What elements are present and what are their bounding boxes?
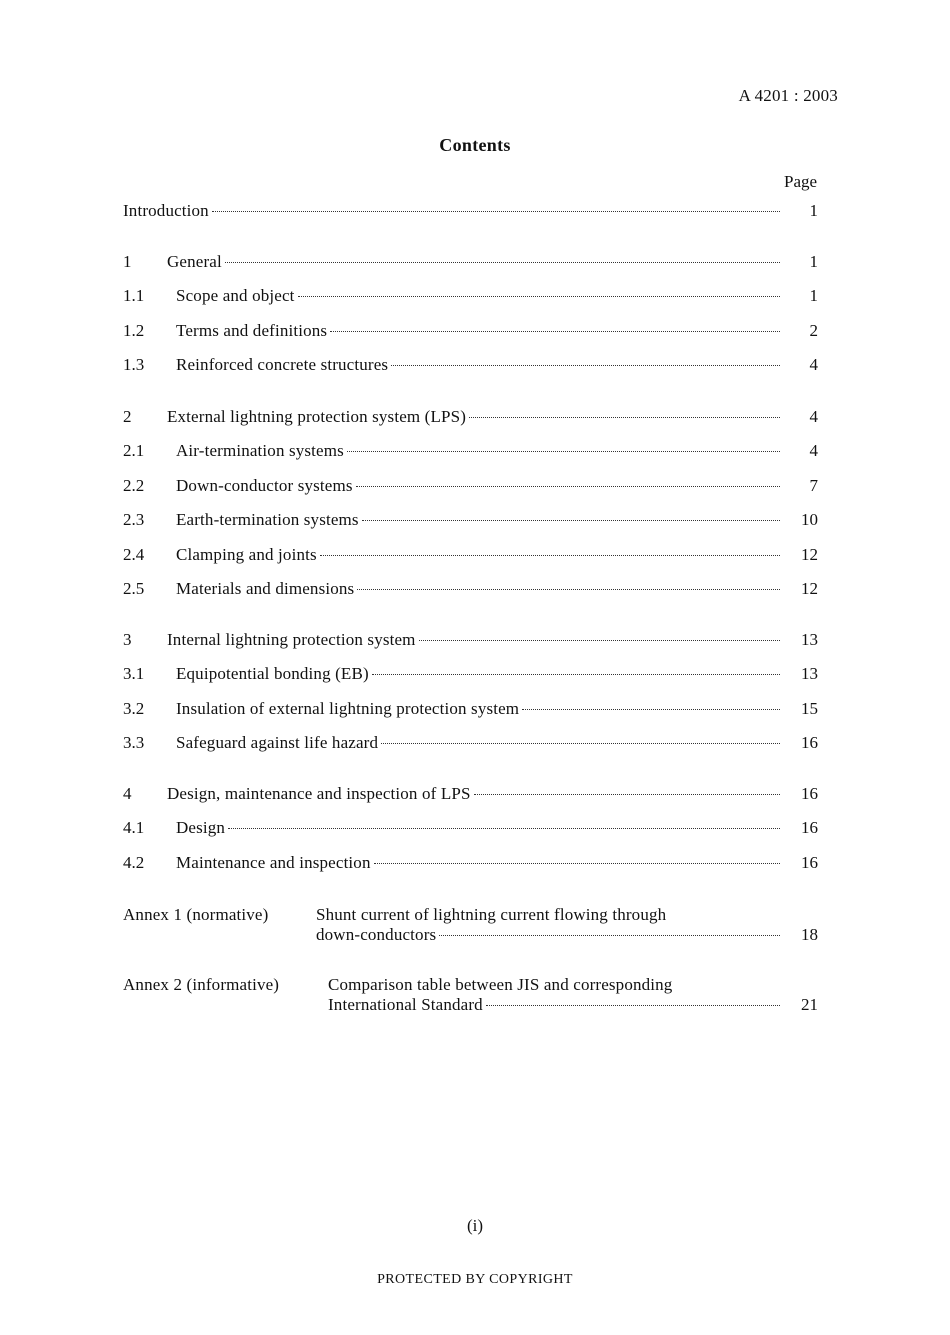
toc-entry-annex-2[interactable] bbox=[123, 975, 825, 1017]
page-column-header: Page bbox=[784, 172, 818, 191]
toc-entry-title: Earth-termination systems bbox=[176, 510, 359, 529]
toc-entry-introduction[interactable] bbox=[123, 200, 825, 222]
toc-entry-title: Reinforced concrete structures bbox=[176, 355, 389, 374]
dot-leader bbox=[522, 709, 780, 710]
toc-entry-1[interactable] bbox=[123, 251, 825, 273]
annex-title-line2: down-conductors bbox=[316, 925, 437, 944]
toc-entry-number: 4.1 bbox=[123, 818, 145, 837]
dot-leader bbox=[212, 211, 780, 212]
footer-page-number: (i) bbox=[466, 1216, 484, 1235]
annex-title-line1: Shunt current of lightning current flowing through bbox=[316, 905, 667, 924]
toc-entry-title: General bbox=[167, 252, 222, 271]
toc-entry-page: 7 bbox=[809, 476, 818, 495]
toc-entry-number: 3.3 bbox=[123, 733, 145, 752]
dot-leader bbox=[372, 674, 780, 675]
toc-entry-annex-1[interactable] bbox=[123, 905, 825, 947]
toc-entry-page: 1 bbox=[809, 201, 818, 220]
dot-leader bbox=[374, 863, 780, 864]
toc-entry-title: Design bbox=[176, 818, 226, 837]
dot-leader bbox=[225, 262, 780, 263]
toc-entry-3-1[interactable] bbox=[123, 663, 825, 685]
toc-entry-3[interactable] bbox=[123, 629, 825, 651]
toc-entry-4[interactable] bbox=[123, 783, 825, 805]
toc-entry-title: Terms and definitions bbox=[176, 321, 328, 340]
toc-entry-page: 15 bbox=[801, 699, 818, 718]
toc-entry-title: Equipotential bonding (EB) bbox=[176, 664, 369, 683]
toc-entry-page: 12 bbox=[801, 579, 818, 598]
dot-leader bbox=[469, 417, 780, 418]
toc-entry-title: Introduction bbox=[123, 201, 209, 220]
annex-label: Annex 2 (informative) bbox=[123, 975, 280, 994]
toc-entry-2[interactable] bbox=[123, 406, 825, 428]
toc-entry-number: 3.1 bbox=[123, 664, 145, 683]
dot-leader bbox=[362, 520, 780, 521]
toc-entry-3-3[interactable] bbox=[123, 732, 825, 754]
dot-leader bbox=[439, 935, 780, 936]
dot-leader bbox=[391, 365, 780, 366]
dot-leader bbox=[486, 1005, 780, 1006]
toc-entry-2-2[interactable] bbox=[123, 475, 825, 497]
toc-entry-title: Design, maintenance and inspection of LPS bbox=[167, 784, 471, 803]
toc-entry-1-1[interactable] bbox=[123, 285, 825, 307]
toc-entry-page: 10 bbox=[801, 510, 818, 529]
toc-entry-page: 4 bbox=[809, 441, 818, 460]
toc-entry-number: 2.3 bbox=[123, 510, 145, 529]
toc-entry-title: Down-conductor systems bbox=[176, 476, 353, 495]
dot-leader bbox=[381, 743, 780, 744]
toc-entry-page: 12 bbox=[801, 545, 818, 564]
toc-entry-page: 4 bbox=[809, 355, 818, 374]
toc-entry-number: 3.2 bbox=[123, 699, 145, 718]
toc-entry-title: Scope and object bbox=[176, 286, 295, 305]
toc-entry-number: 1.1 bbox=[123, 286, 145, 305]
toc-entry-2-4[interactable] bbox=[123, 544, 825, 566]
dot-leader bbox=[320, 555, 780, 556]
toc-entry-1-3[interactable] bbox=[123, 354, 825, 376]
dot-leader bbox=[356, 486, 780, 487]
toc-entry-page: 13 bbox=[801, 664, 818, 683]
dot-leader bbox=[357, 589, 780, 590]
copyright-notice: PROTECTED BY COPYRIGHT bbox=[377, 1272, 573, 1287]
toc-entry-page: 4 bbox=[809, 407, 818, 426]
toc-entry-number: 1.3 bbox=[123, 355, 145, 374]
toc-entry-number: 2 bbox=[123, 407, 132, 426]
toc-entry-title: Clamping and joints bbox=[176, 545, 317, 564]
annex-title-line1: Comparison table between JIS and corresponding bbox=[328, 975, 673, 994]
toc-entry-number: 2.4 bbox=[123, 545, 145, 564]
toc-entry-2-5[interactable] bbox=[123, 578, 825, 600]
toc-entry-page: 16 bbox=[801, 853, 818, 872]
toc-entry-4-2[interactable] bbox=[123, 852, 825, 874]
toc-entry-title: Safeguard against life hazard bbox=[176, 733, 379, 752]
annex-label: Annex 1 (normative) bbox=[123, 905, 269, 924]
toc-entry-number: 1 bbox=[123, 252, 132, 271]
toc-entry-number: 2.1 bbox=[123, 441, 145, 460]
dot-leader bbox=[228, 828, 780, 829]
toc-entry-number: 2.2 bbox=[123, 476, 145, 495]
toc-entry-number: 4.2 bbox=[123, 853, 145, 872]
toc-entry-title: Air-termination systems bbox=[176, 441, 344, 460]
toc-entry-2-1[interactable] bbox=[123, 440, 825, 462]
toc-entry-2-3[interactable] bbox=[123, 509, 825, 531]
toc-entry-title: Materials and dimensions bbox=[176, 579, 355, 598]
document-code: A 4201 : 2003 bbox=[738, 86, 838, 105]
dot-leader bbox=[419, 640, 780, 641]
toc-entry-number: 3 bbox=[123, 630, 132, 649]
toc-entry-page: 1 bbox=[809, 252, 818, 271]
toc-entry-number: 1.2 bbox=[123, 321, 145, 340]
dot-leader bbox=[474, 794, 780, 795]
contents-title: Contents bbox=[439, 135, 511, 155]
dot-leader bbox=[347, 451, 780, 452]
toc-entry-page: 2 bbox=[809, 321, 818, 340]
toc-entry-page: 18 bbox=[801, 925, 818, 944]
toc-entry-page: 1 bbox=[809, 286, 818, 305]
dot-leader bbox=[330, 331, 780, 332]
toc-entry-page: 16 bbox=[801, 818, 818, 837]
toc-entry-title: External lightning protection system (LPS) bbox=[167, 407, 467, 426]
toc-entry-number: 4 bbox=[123, 784, 132, 803]
toc-entry-title: Maintenance and inspection bbox=[176, 853, 371, 872]
toc-entry-page: 16 bbox=[801, 733, 818, 752]
toc-entry-4-1[interactable] bbox=[123, 817, 825, 839]
toc-entry-3-2[interactable] bbox=[123, 698, 825, 720]
toc-entry-page: 13 bbox=[801, 630, 818, 649]
toc-entry-1-2[interactable] bbox=[123, 320, 825, 342]
toc-entry-title: Internal lightning protection system bbox=[167, 630, 416, 649]
toc-entry-page: 16 bbox=[801, 784, 818, 803]
dot-leader bbox=[298, 296, 780, 297]
toc-entry-number: 2.5 bbox=[123, 579, 145, 598]
toc-entry-page: 21 bbox=[801, 995, 818, 1014]
toc-entry-title: Insulation of external lightning protection system bbox=[176, 699, 520, 718]
annex-title-line2: International Standard bbox=[328, 995, 483, 1014]
